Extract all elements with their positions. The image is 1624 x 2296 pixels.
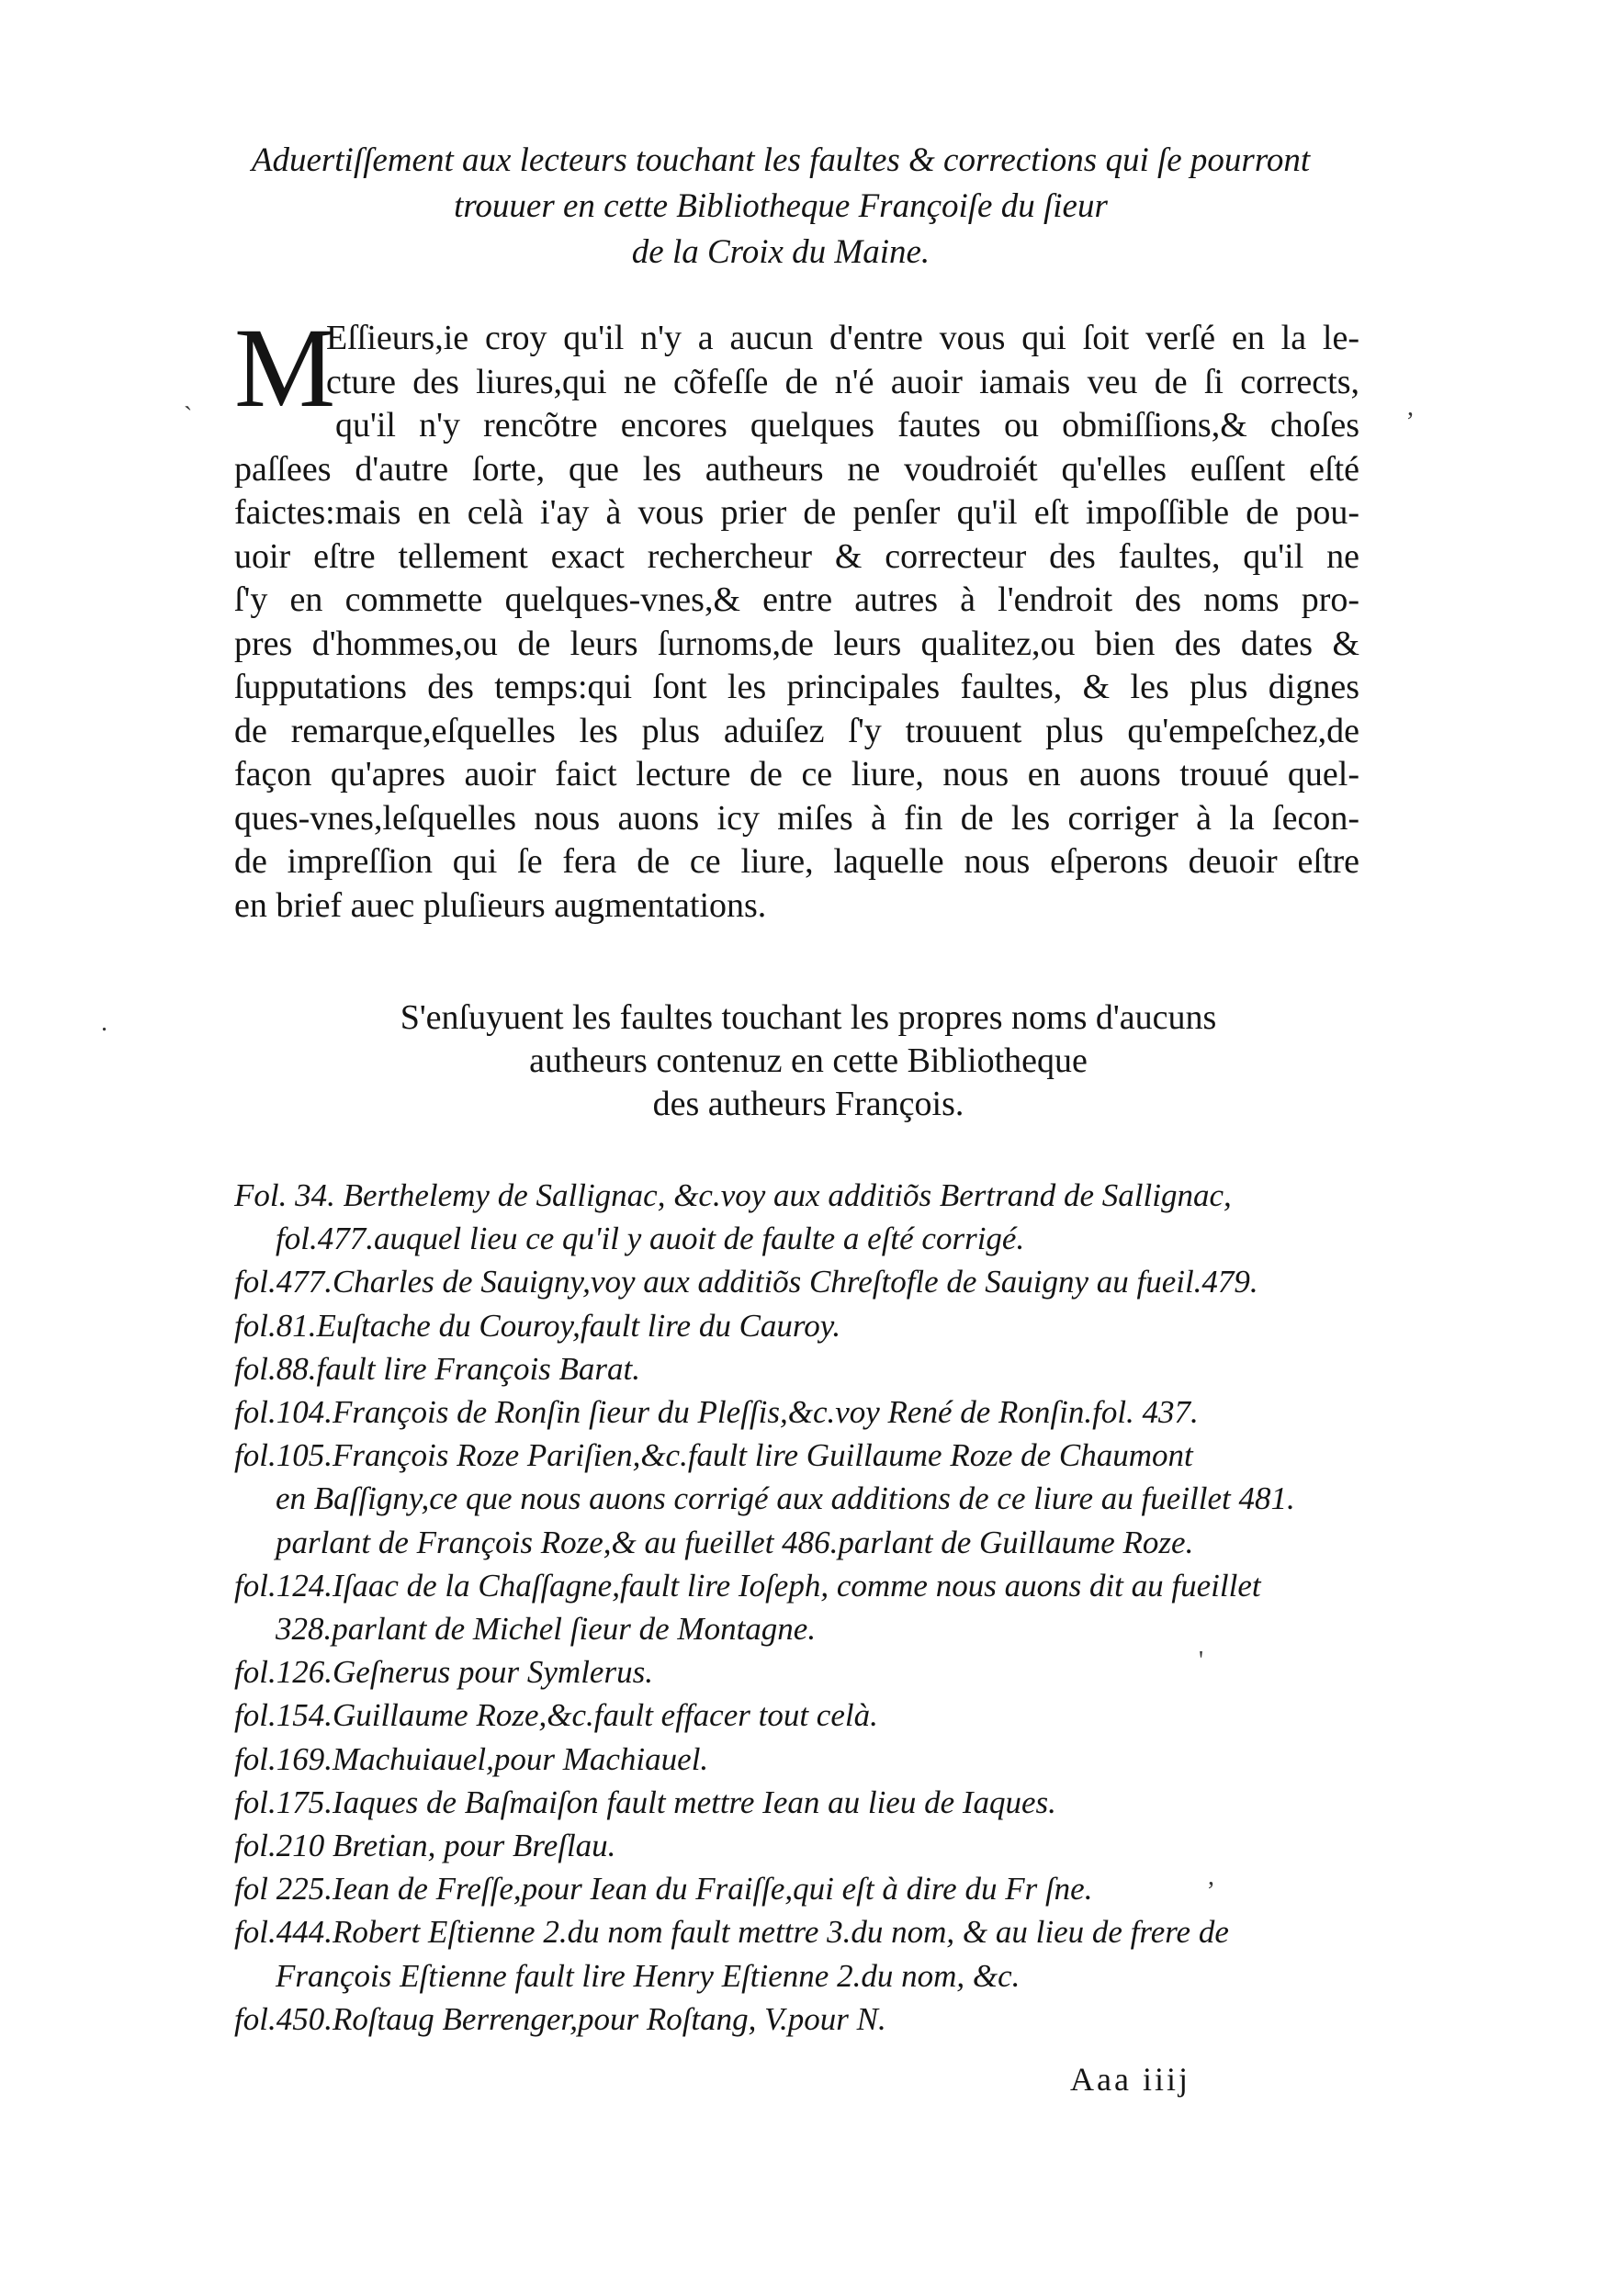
- signature-mark: Aaa iiij: [1070, 2061, 1190, 2098]
- paragraph-line: façon qu'apres auoir faict lecture de ce liure, nous en auons trouué quel-: [234, 755, 1359, 793]
- paragraph-line: pres d'hommes,ou de leurs ſurnoms,de leurs qualitez,ou bien des dates &: [234, 624, 1359, 663]
- errata-entry: fol.450.Roſtaug Berrenger,pour Roſtang, V.pour N.: [234, 2000, 886, 2037]
- errata-entry: fol.154.Guillaume Roze,&c.fault effacer tout celà.: [234, 1697, 878, 1734]
- drop-cap: M: [234, 305, 336, 431]
- ink-speck: ,: [1208, 1863, 1214, 1891]
- errata-entry: fol.104.François de Ronſin ſieur du Pleſſis,&c.voy René de Ronſin.fol. 437.: [234, 1394, 1199, 1431]
- page-title: [184, 138, 1378, 276]
- errata-entry: fol 225.Iean de Freſſe,pour Iean du Fraiſſe,qui eſt à dire du Fr ſne.: [234, 1871, 1093, 1908]
- ink-speck: ': [1199, 1647, 1204, 1675]
- errata-entry: fol.126.Geſnerus pour Symlerus.: [234, 1654, 653, 1691]
- errata-entry: fol.124.Iſaac de la Chaſſagne,fault lire Ioſeph, comme nous auons dit au fueillet: [234, 1567, 1261, 1604]
- errata-entry: fol.444.Robert Eſtienne 2.du nom fault mettre 3.du nom, & au lieu de frere de: [234, 1914, 1229, 1951]
- paragraph-line: de remarque,eſquelles les plus aduiſez ſ'y trouuent plus qu'empeſchez,de: [234, 711, 1359, 750]
- title-line: Aduertiſſement aux lecteurs touchant les faultes & corrections qui ſe pourront: [251, 141, 1311, 179]
- heading-line: S'enſuyuent les faultes touchant les propres noms d'aucuns: [400, 998, 1217, 1037]
- intro-paragraph: [234, 305, 1359, 928]
- paragraph-line: paſſees d'autre ſorte, que les autheurs ne voudroiét qu'elles euſſent eſté: [234, 449, 1359, 489]
- errata-continuation: François Eſtienne fault lire Henry Eſtienne 2.du nom, &c.: [276, 1957, 1021, 1994]
- paragraph-line: ſ'y en commette quelques-vnes,& entre autres à l'endroit des noms pro-: [234, 580, 1359, 619]
- paragraph-line: faictes:mais en celà i'ay à vous prier de penſer qu'il eſt impoſſible de pou-: [234, 493, 1359, 532]
- paragraph-line: Eſſieurs,ie croy qu'il n'y a aucun d'entre vous qui ſoit verſé en la le-: [326, 319, 1359, 357]
- paragraph-line: qu'il n'y rencõtre encores quelques fautes ou obmiſſions,& choſes: [335, 406, 1359, 445]
- errata-entry: fol.81.Euſtache du Couroy,fault lire du Cauroy.: [234, 1307, 841, 1344]
- paragraph-line: ſupputations des temps:qui ſont les principales faultes, & les plus dignes: [234, 668, 1359, 706]
- heading-line: autheurs contenuz en cette Bibliotheque: [529, 1041, 1088, 1080]
- errata-entry: fol.105.François Roze Pariſien,&c.fault lire Guillaume Roze de Chaumont: [234, 1437, 1193, 1474]
- ink-speck: `: [184, 402, 193, 431]
- errata-continuation: en Baſſigny,ce que nous auons corrigé aux additions de ce liure au fueillet 481.: [276, 1480, 1295, 1517]
- errata-entry: fol.477.Charles de Sauigny,voy aux additiõs Chreſtofle de Sauigny au fueil.479.: [234, 1264, 1258, 1300]
- title-line: de la Croix du Maine.: [631, 233, 930, 271]
- paragraph-line: uoir eſtre tellement exact rechercheur & correcteur des faultes, qu'il ne: [234, 536, 1359, 576]
- errata-entry: Fol. 34. Berthelemy de Sallignac, &c.voy aux additiõs Bertrand de Sallignac,: [234, 1177, 1232, 1213]
- title-line: trouuer en cette Bibliotheque Françoiſe du ſieur: [454, 187, 1108, 225]
- errata-entry: fol.175.Iaques de Baſmaiſon fault mettre Iean au lieu de Iaques.: [234, 1784, 1056, 1820]
- heading-line: des autheurs François.: [652, 1085, 964, 1123]
- errata-entry: fol.88.fault lire François Barat.: [234, 1350, 641, 1387]
- errata-continuation: parlant de François Roze,& au fueillet 486.parlant de Guillaume Roze.: [276, 1524, 1194, 1560]
- paragraph-line: de impreſſion qui ſe fera de ce liure, laquelle nous eſperons deuoir eſtre: [234, 842, 1359, 881]
- paragraph-line: cture des liures,qui ne cõfeſſe de n'é auoir iamais veu de ſi corrects,: [326, 362, 1359, 401]
- errata-entry: fol.210 Bretian, pour Breſlau.: [234, 1828, 616, 1864]
- paragraph-line: en brief auec pluſieurs augmentations.: [234, 885, 767, 925]
- errata-list: [234, 1174, 1378, 2041]
- ink-speck: ,: [1407, 393, 1414, 422]
- errata-entry: fol.169.Machuiauel,pour Machiauel.: [234, 1740, 709, 1777]
- ink-speck: .: [101, 1008, 107, 1037]
- errata-continuation: 328.parlant de Michel ſieur de Montagne.: [276, 1611, 817, 1648]
- paragraph-line: ques-vnes,leſquelles nous auons icy miſes à fin de les corriger à la ſecon-: [234, 798, 1359, 838]
- errata-continuation: fol.477.auquel lieu ce qu'il y auoit de faulte a eſté corrigé.: [276, 1221, 1025, 1257]
- section-heading: [276, 996, 1341, 1126]
